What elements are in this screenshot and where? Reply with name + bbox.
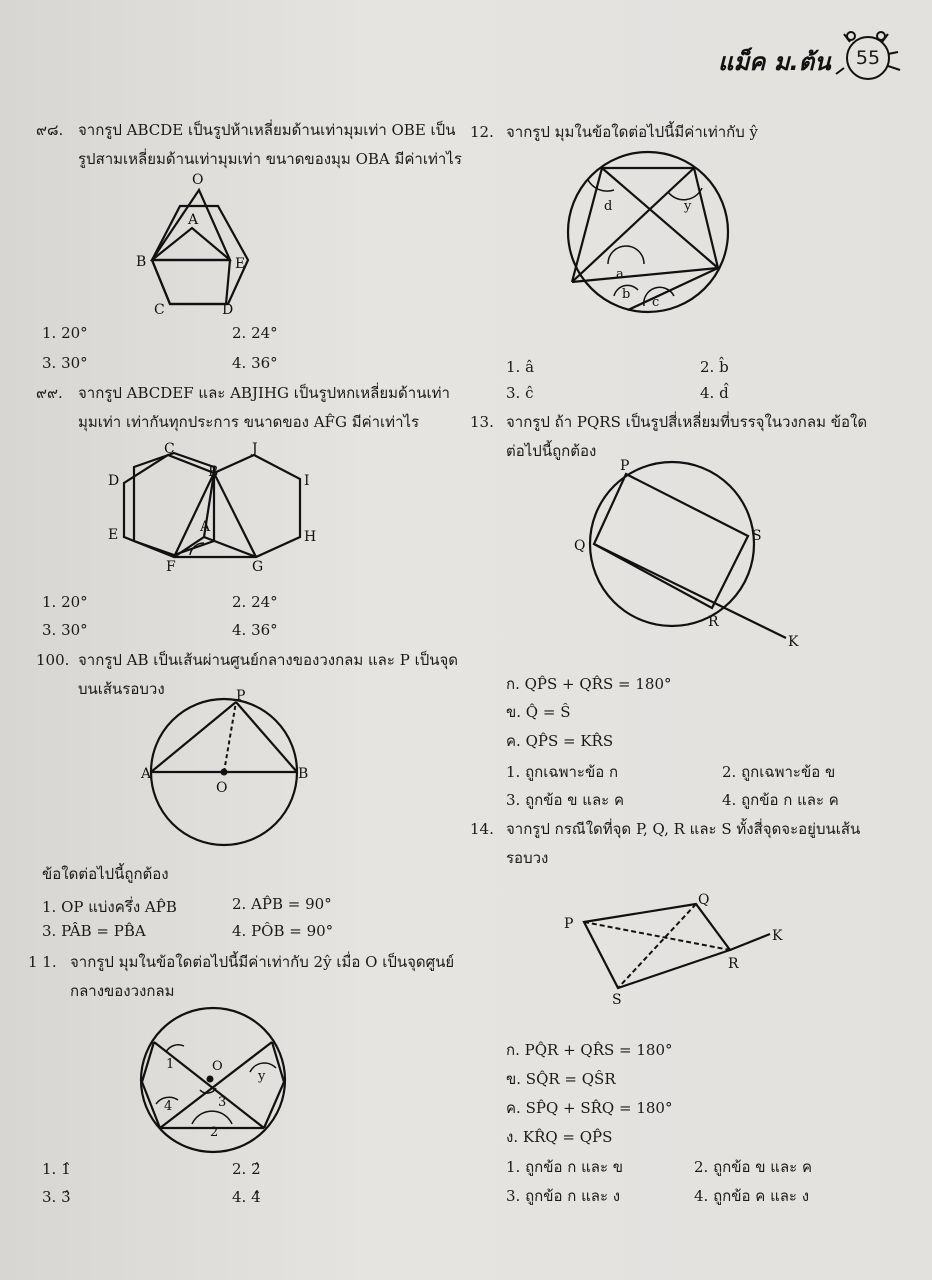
q98-label-B: B [136, 254, 147, 270]
q98-number: ๙๘. [36, 121, 64, 139]
q12-line1: จากรูป มุมในข้อใดต่อไปนี้มีค่าเท่ากับ ŷ [506, 123, 759, 141]
q98-label-O: O [192, 172, 204, 188]
page-number: 55 [846, 36, 890, 80]
q12-label-d: d [604, 199, 613, 214]
q11-label-O: O [212, 1059, 223, 1074]
q98-choice-1: 1. 20° [42, 324, 88, 342]
q100-label-A: A [141, 766, 152, 782]
q11-choice-2: 2. 2̂ [232, 1160, 261, 1178]
q100-choice-4: 4. PÔB = 90° [232, 922, 334, 940]
q99-choice-3: 3. 30° [42, 621, 88, 639]
q13-line2: ต่อไปนี้ถูกต้อง [506, 442, 597, 460]
q14-choice-2: 2. ถูกข้อ ข และ ค [694, 1158, 813, 1176]
q99-choice-1: 1. 20° [42, 593, 88, 611]
q13-statement-c: ค. QP̂S = KR̂S [506, 732, 614, 750]
q99-choice-4: 4. 36° [232, 621, 278, 639]
q100-prompt: ข้อใดต่อไปนี้ถูกต้อง [42, 865, 169, 883]
q13-statement-a: ก. QP̂S + QR̂S = 180° [506, 675, 672, 693]
q100-choice-2: 2. AP̂B = 90° [232, 895, 332, 913]
q98-choice-4: 4. 36° [232, 354, 278, 372]
alarm-clock-icon [718, 28, 908, 88]
q99-label-F: F [166, 559, 176, 575]
q100-circle-figure [138, 688, 318, 850]
q100-label-P: P [236, 688, 246, 704]
q98-label-C: C [154, 302, 165, 318]
q14-statement-d: ง. KR̂Q = QP̂S [506, 1128, 613, 1146]
q14-line1: จากรูป กรณีใดที่จุด P, Q, R และ S ทั้งสี่จุดจะอยู่บนเส้น [506, 820, 861, 838]
q99-label-B: B [208, 464, 219, 480]
q13-statement-b: ข. Q̂ = Ŝ [506, 703, 571, 721]
q11-label-4: 4 [164, 1099, 173, 1114]
q13-label-K: K [788, 634, 799, 650]
q99-label-H: H [304, 529, 317, 545]
q100-label-B: B [298, 766, 309, 782]
q13-label-Q: Q [574, 538, 586, 554]
q11-circle-figure [138, 1006, 298, 1156]
q99-label-C: C [164, 441, 175, 457]
q99-line1: จากรูป ABCDEF และ ABJIHG เป็นรูปหกเหลี่ยมด้านเท่า [78, 384, 450, 402]
q14-label-R: R [728, 956, 739, 972]
q13-label-P: P [620, 458, 630, 474]
q14-label-Q: Q [698, 892, 710, 908]
q98-label-A: A [188, 212, 199, 228]
q98-line2: รูปสามเหลี่ยมด้านเท่ามุมเท่า ขนาดของมุม OBA มีค่าเท่าไร [78, 150, 462, 168]
q98-label-D: D [222, 302, 234, 318]
q12-choice-2: 2. b̂ [700, 358, 729, 376]
q99-label-G: G [252, 559, 264, 575]
q100-label-O: O [216, 780, 228, 796]
q14-choice-3: 3. ถูกข้อ ก และ ง [506, 1187, 621, 1205]
q99-label-E: E [108, 527, 119, 543]
q12-label-a: a [616, 267, 624, 282]
q14-quadrilateral-figure [560, 892, 800, 1012]
q12-circle-figure [564, 148, 734, 318]
q98-line1: จากรูป ABCDE เป็นรูปห้าเหลี่ยมด้านเท่ามุมเท่า OBE เป็น [78, 121, 456, 139]
q13-label-S: S [752, 528, 762, 544]
q14-statement-c: ค. SP̂Q + SR̂Q = 180° [506, 1099, 673, 1117]
q13-choice-4: 4. ถูกข้อ ก และ ค [722, 791, 839, 809]
q14-number: 14. [470, 820, 494, 838]
q99-line2: มุมเท่า เท่ากันทุกประการ ขนาดของ AF̂G มีค่าเท่าไร [78, 413, 420, 431]
q11-label-y: y [258, 1069, 266, 1084]
q12-label-y: y [684, 199, 692, 214]
q13-circle-figure [570, 460, 810, 650]
q100-choice-3: 3. PÂB = PB̂A [42, 922, 146, 940]
q12-choice-1: 1. â [506, 358, 535, 376]
q11-line1: จากรูป มุมในข้อใดต่อไปนี้มีค่าเท่ากับ 2ŷ เมื่อ O เป็นจุดศูนย์ [70, 953, 455, 971]
q11-choice-3: 3. 3̂ [42, 1188, 71, 1206]
brand-title: แม็ค ม.ต้น [718, 48, 831, 76]
q14-statement-b: ข. SQ̂R = QŜR [506, 1070, 616, 1088]
q99-hexagon-final [104, 441, 344, 575]
q13-line1: จากรูป ถ้า PQRS เป็นรูปสี่เหลี่ยมที่บรรจุในวงกลม ข้อใด [506, 413, 868, 431]
q11-number: 1 1. [28, 953, 57, 971]
q12-label-b: b [622, 287, 631, 302]
q99-label-I: I [304, 473, 310, 489]
q99-label-D: D [108, 473, 120, 489]
q99-label-J: J [252, 441, 258, 457]
q100-number: 100. [36, 651, 70, 669]
q13-number: 13. [470, 413, 494, 431]
q12-choice-4: 4. d̂ [700, 384, 729, 402]
q98-shape [152, 206, 248, 304]
q12-label-c: c [652, 295, 660, 310]
q12-number: 12. [470, 123, 494, 141]
q11-label-2: 2 [210, 1125, 219, 1140]
q13-choice-1: 1. ถูกเฉพาะข้อ ก [506, 763, 619, 781]
q14-label-S: S [612, 992, 622, 1008]
q100-choice-1: 1. OP แบ่งครึ่ง AP̂B [42, 898, 177, 916]
q99-choice-2: 2. 24° [232, 593, 278, 611]
q14-choice-1: 1. ถูกข้อ ก และ ข [506, 1158, 624, 1176]
q13-label-R: R [708, 614, 719, 630]
q11-label-3: 3 [218, 1095, 227, 1110]
q98-label-E: E [235, 256, 246, 272]
q98-choice-3: 3. 30° [42, 354, 88, 372]
q14-label-P: P [564, 916, 574, 932]
q98-pentagon-figure [132, 172, 272, 320]
q11-label-1: 1 [166, 1057, 175, 1072]
q100-line1: จากรูป AB เป็นเส้นผ่านศูนย์กลางของวงกลม และ P เป็นจุด [78, 651, 458, 669]
q100-line2: บนเส้นรอบวง [78, 680, 165, 698]
q99-label-A: A [200, 519, 211, 535]
q14-choice-4: 4. ถูกข้อ ค และ ง [694, 1187, 810, 1205]
q11-choice-1: 1. 1̂ [42, 1160, 71, 1178]
q11-choice-4: 4. 4̂ [232, 1188, 261, 1206]
q14-line2: รอบวง [506, 849, 549, 867]
q13-choice-2: 2. ถูกเฉพาะข้อ ข [722, 763, 836, 781]
q14-statement-a: ก. PQ̂R + QR̂S = 180° [506, 1041, 673, 1059]
q98-choice-2: 2. 24° [232, 324, 278, 342]
q14-label-K: K [772, 928, 783, 944]
q12-choice-3: 3. ĉ [506, 384, 534, 402]
q99-number: ๙๙. [36, 384, 63, 402]
q11-line2: กลางของวงกลม [70, 982, 175, 1000]
q13-choice-3: 3. ถูกข้อ ข และ ค [506, 791, 625, 809]
header-logo [718, 28, 908, 88]
